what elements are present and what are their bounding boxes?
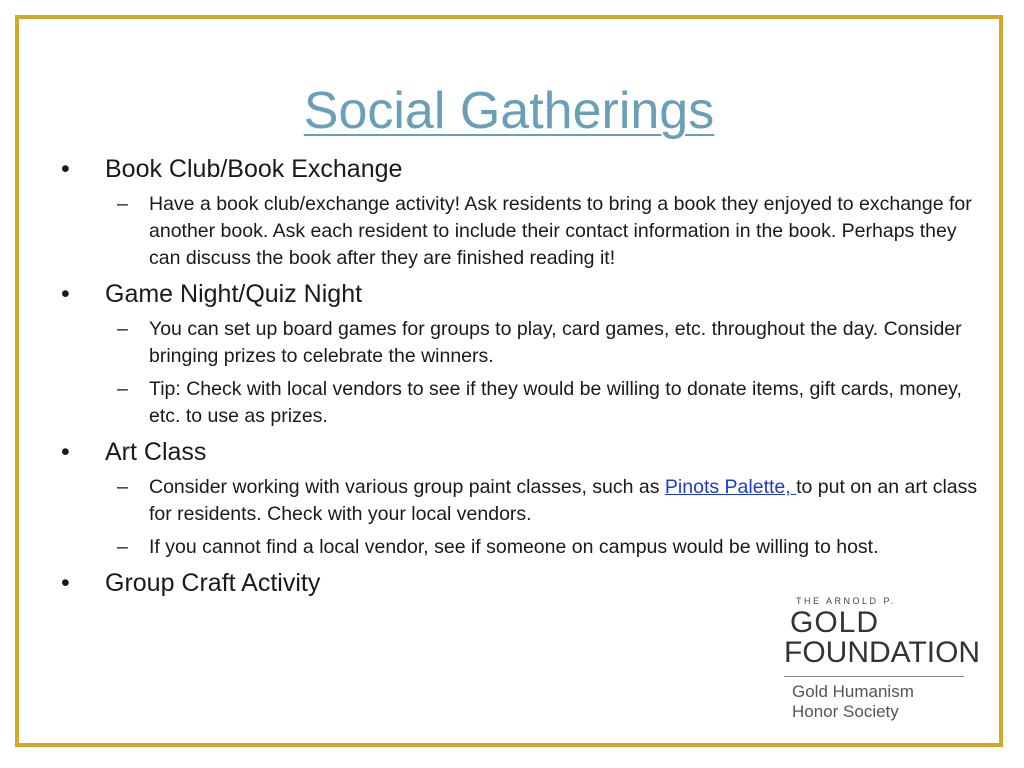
sub-item-text: If you cannot find a local vendor, see if someone on campus would be willing to host. — [149, 536, 879, 558]
sub-item-text-before: Consider working with various group paint classes, such as — [149, 476, 665, 498]
bullet-label: Group Craft Activity — [105, 569, 321, 597]
bullet-label: Book Club/Book Exchange — [105, 155, 403, 183]
bullet-icon: • — [61, 155, 70, 183]
bullet-item-art-class — [61, 436, 981, 468]
bullet-item-game-night — [61, 278, 981, 310]
sub-item — [61, 376, 981, 430]
sub-item-text-after: to put on an art class for residents. Check with your local vendors. — [149, 476, 978, 525]
bullet-label: Art Class — [105, 438, 207, 466]
logo-line-1: Gold Humanism — [792, 682, 914, 701]
sub-item-text: You can set up board games for groups to play, card games, etc. throughout the day. Consider bringing prizes to celebrate the winners. — [149, 318, 962, 367]
bullet-list — [61, 153, 981, 605]
dash-icon: – — [117, 536, 128, 558]
logo-word-foundation: FOUNDATION — [784, 636, 981, 669]
bullet-icon: • — [61, 438, 70, 466]
sub-item — [61, 474, 981, 528]
dash-icon: – — [117, 318, 128, 340]
sub-item-text: Tip: Check with local vendors to see if they would be willing to donate items, gift cards, money, etc. to use as prizes. — [149, 378, 962, 427]
logo-divider — [784, 676, 964, 677]
logo-word-gold: GOLD — [790, 606, 880, 639]
logo-top-line: THE ARNOLD P. — [796, 596, 896, 606]
gold-foundation-logo — [780, 594, 981, 721]
slide-title: Social Gatherings — [303, 82, 715, 140]
pinots-palette-link[interactable]: Pinots Palette, — [664, 476, 797, 498]
sub-item — [61, 534, 981, 561]
sub-item — [61, 316, 981, 370]
dash-icon: – — [117, 193, 128, 215]
dash-icon: – — [117, 476, 128, 498]
bullet-label: Game Night/Quiz Night — [105, 280, 363, 308]
bullet-item-book-club — [61, 153, 981, 185]
dash-icon: – — [117, 378, 128, 400]
bullet-icon: • — [61, 280, 70, 308]
sub-item-text: Have a book club/exchange activity! Ask residents to bring a book they enjoyed to exchange for another book. Ask each resident to include their contact information in the book. Perhaps they can discuss the book after they are finished reading it! — [149, 193, 972, 269]
sub-item — [61, 191, 981, 272]
logo-line-2: Honor Society — [792, 702, 899, 721]
bullet-icon: • — [61, 569, 70, 597]
